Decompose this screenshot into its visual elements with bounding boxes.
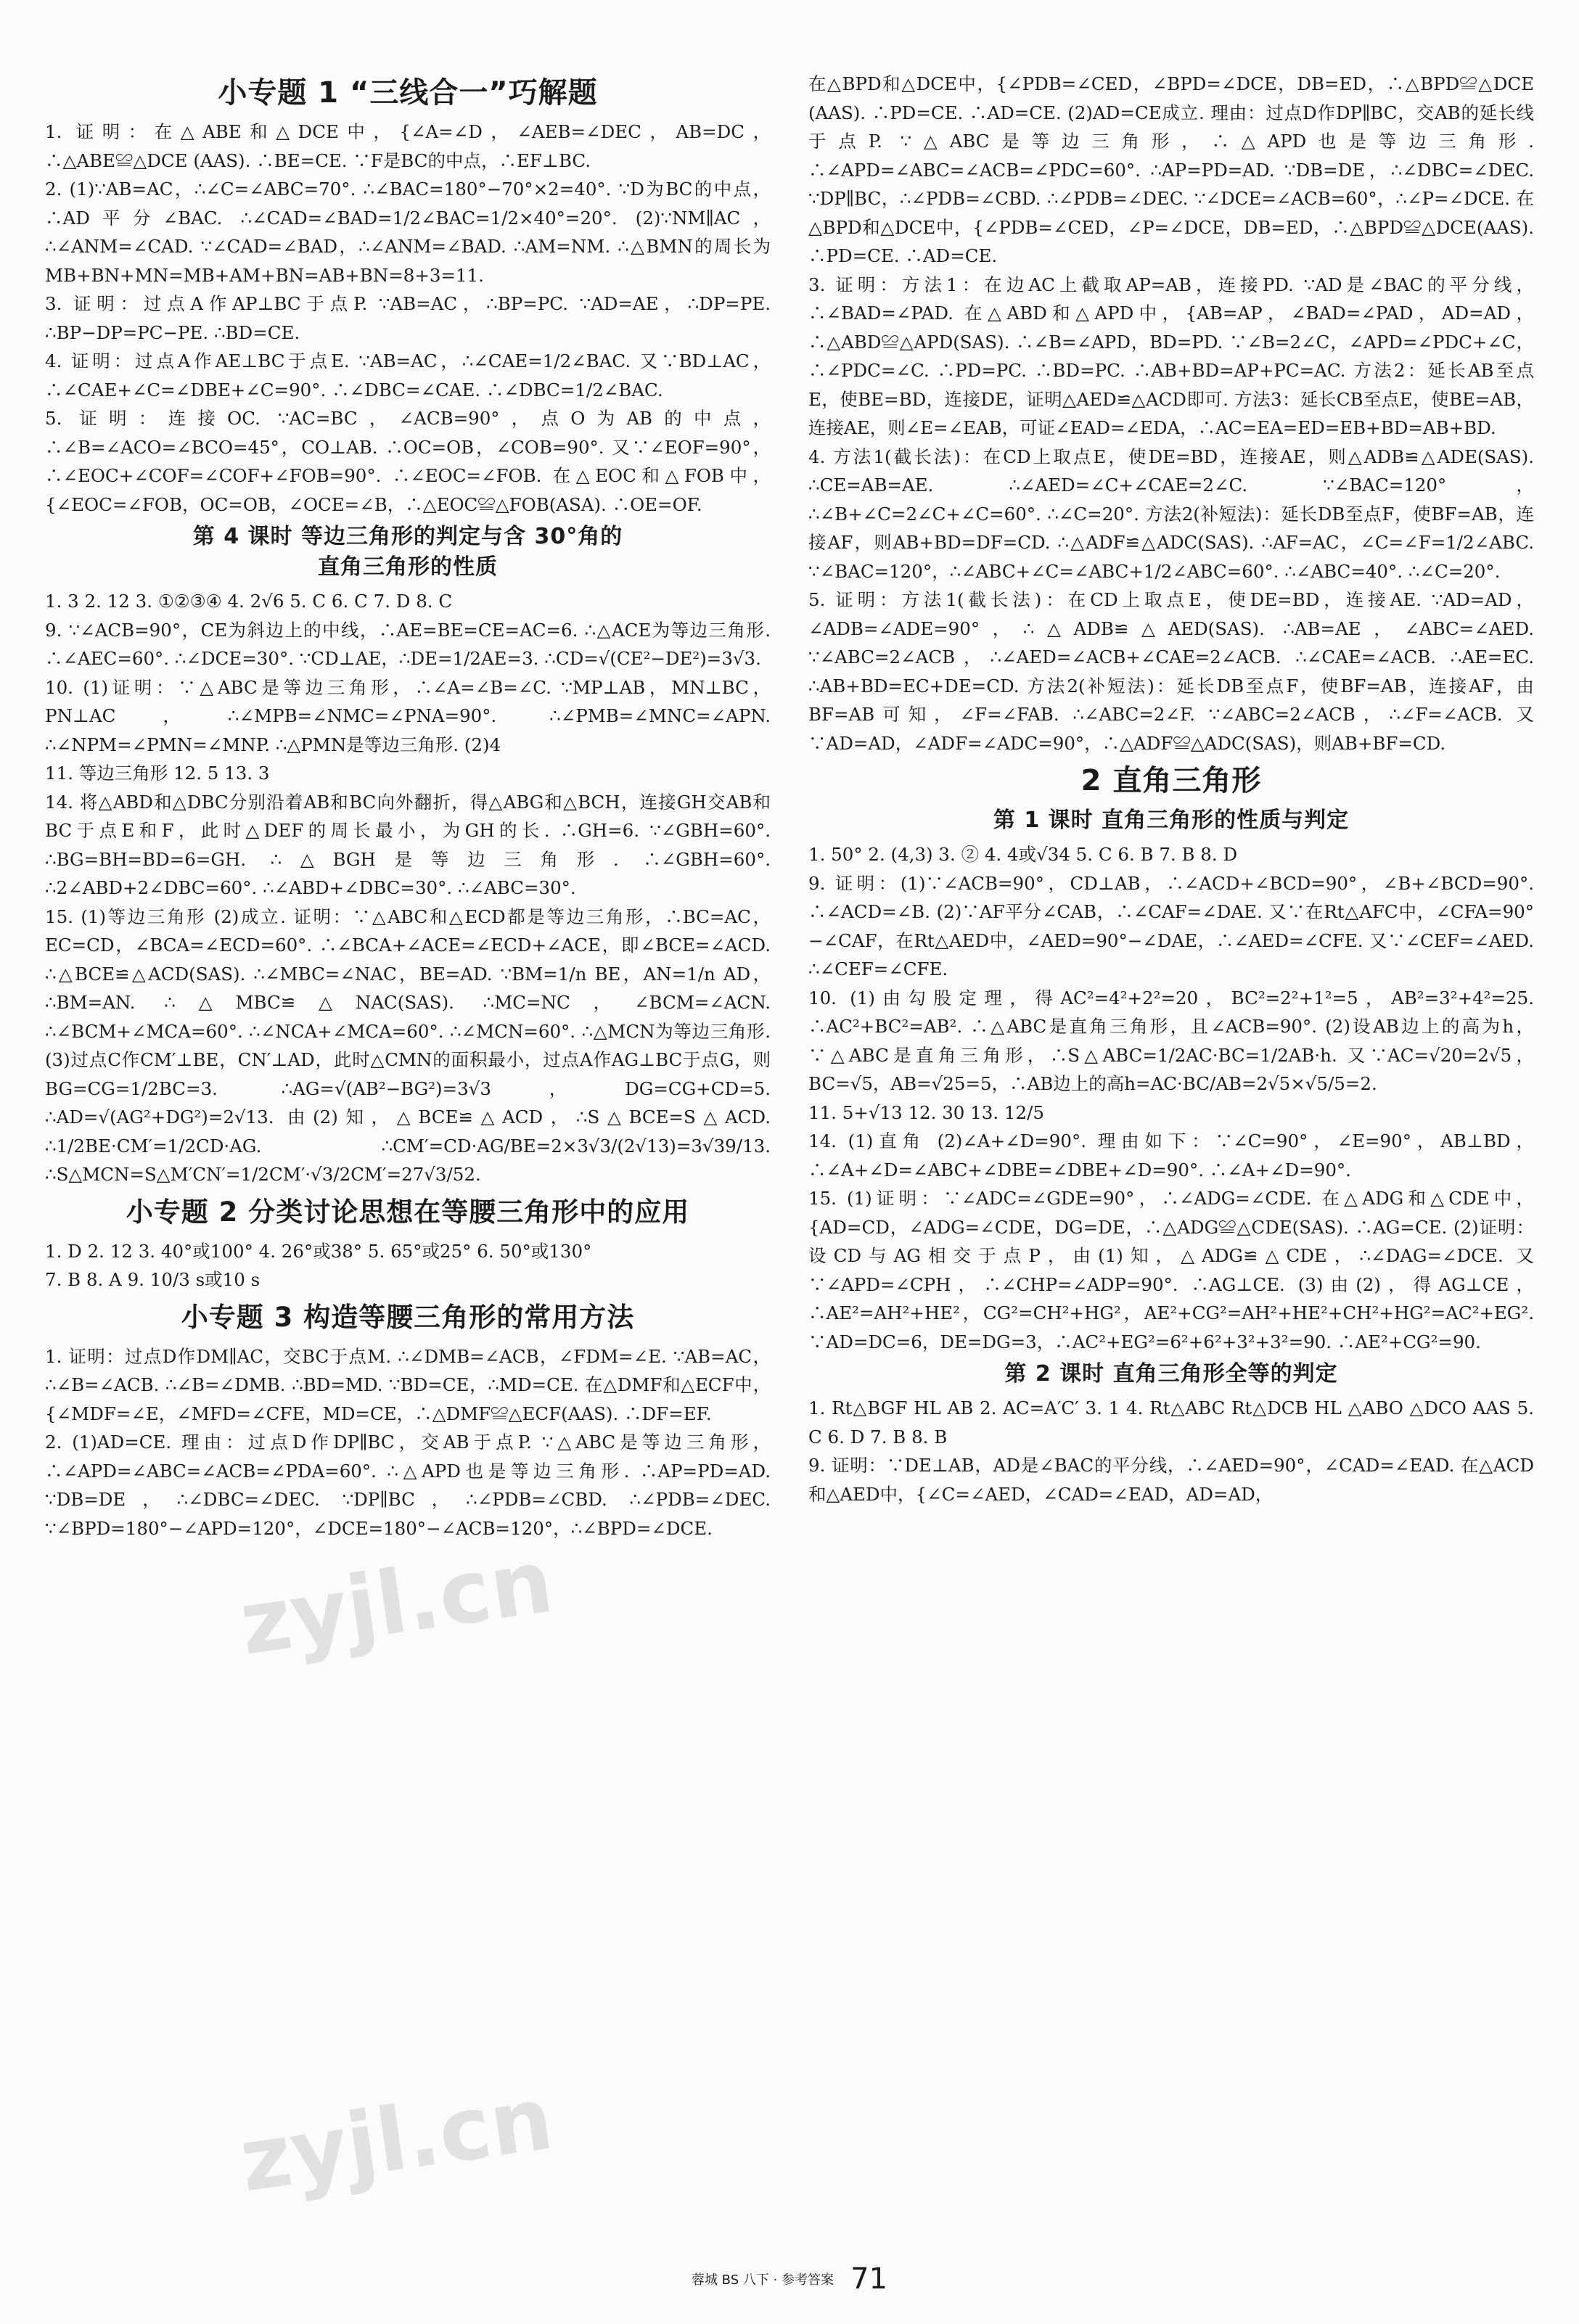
lesson-title-1: 第 1 课时 直角三角形的性质与判定	[993, 808, 1350, 833]
page-footer	[0, 2262, 1579, 2296]
answer-item: 14. (1)直角 (2)∠A+∠D=90°. 理由如下：∵∠C=90°，∠E=90°，AB⊥BD，∴∠A+∠D=∠ABC+∠DBE=∠DBE+∠D=90°. ∴∠A+∠D=90°.	[808, 1130, 1534, 1181]
answer-item: 14. 将△ABD和△DBC分别沿着AB和BC向外翻折，得△ABG和△BCH，连接GH交AB和BC于点E和F，此时△DEF的周长最小，为GH的长. ∴GH=6. ∵∠GBH=60°. ∴BG=BH=BD=6=GH. ∴△BGH是等边三角形. ∴∠GBH=60°. ∴2∠ABD+2∠DBC=60°. ∴∠ABD+∠DBC=30°. ∴∠ABC=30°.	[45, 791, 771, 898]
answer-item: 1. 50° 2. (4,3) 3. ② 4. 4或√34 5. C 6. B 7. B 8. D	[808, 844, 1238, 865]
watermark-logo: zyjl.cn	[234, 2068, 559, 2212]
answer-item: 9. 证明：∵DE⊥AB，AD是∠BAC的平分线，∴∠AED=90°，∠CAD=∠EAD. 在△ACD和△AED中，{∠C=∠AED，∠CAD=∠EAD，AD=AD，	[808, 1455, 1534, 1505]
answer-item: 15. (1)证明：∵∠ADC=∠GDE=90°，∴∠ADG=∠CDE. 在△ADG和△CDE中，{AD=CD，∠ADG=∠CDE，DG=DE，∴△ADG≌△CDE(SAS). ∴AG=CE. (2)证明：设CD与AG相交于点P，由(1)知，△ADG≌△CDE，∴∠DAG=∠DCE. 又∵∠APD=∠CPH，∴∠CHP=∠ADP=90°. ∴AG⊥CE. (3)由(2)，得AG⊥CE，∴AE²=AH²+HE²，CG²=CH²+HG²，AE²+CG²=AH²+HE²+CH²+HG²=AC²+EG². ∵AD=DC=6，DE=DG=3，∴AC²+EG²=6²+6²+3²+3²=90. ∴AE²+CG²=90.	[808, 1188, 1534, 1352]
lesson-title-2: 第 2 课时 直角三角形全等的判定	[1004, 1361, 1338, 1387]
answer-item: 10. (1)证明：∵△ABC是等边三角形，∴∠A=∠B=∠C. ∵MP⊥AB，MN⊥BC，PN⊥AC，∴∠MPB=∠NMC=∠PNA=90°. ∴∠PMB=∠MNC=∠APN. ∴∠NPM=∠PMN=∠MNP. ∴△PMN是等边三角形. (2)4	[45, 676, 771, 755]
answer-item: 11. 等边三角形 12. 5 13. 3	[45, 763, 270, 784]
answer-item: 5. 证明：方法1(截长法)：在CD上取点E，使DE=BD，连接AE. ∵AD=AD，∠ADB=∠ADE=90°，∴△ADB≌△AED(SAS). ∴AB=AE，∠ABC=∠AED. ∵∠ABC=2∠ACB，∴∠AED=∠ACB+∠CAE=2∠ACB. ∴∠CAE=∠ACB. ∴AE=EC. ∴AB+BD=EC+DE=CD. 方法2(补短法)：延长DB至点F，使BF=AB，连接AF，由BF=AB可知，∠F=∠FAB. ∴∠ABC=2∠F. ∵∠ABC=2∠ACB，∴∠F=∠ACB. 又∵AD=AD，∠ADF=∠ADC=90°，∴△ADF≌△ADC(SAS)，则AB+BF=CD.	[808, 589, 1534, 754]
answer-item: 2. (1)∵AB=AC，∴∠C=∠ABC=70°. ∴∠BAC=180°−70°×2=40°. ∵D为BC的中点，∴AD平分∠BAC. ∴∠CAD=∠BAD=1/2∠BAC=1/2×40°=20°. (2)∵NM∥AC，∴∠ANM=∠CAD. ∵∠CAD=∠BAD，∴∠ANM=∠BAD. ∴AM=NM. ∴△BMN的周长为MB+BN+MN=MB+AM+BN=AB+BN=8+3=11.	[45, 178, 771, 286]
answer-item: 3. 证明：过点A作AP⊥BC于点P. ∵AB=AC，∴BP=PC. ∵AD=AE，∴DP=PE. ∴BP−DP=PC−PE. ∴BD=CE.	[45, 293, 771, 343]
section-title-1: 小专题 1 “三线合一”巧解题	[218, 76, 598, 110]
answer-item: 11. 5+√13 12. 30 13. 12/5	[808, 1101, 1044, 1123]
page-number: 71	[850, 2262, 888, 2296]
answer-item: 1. 证明：在△ABE和△DCE中，{∠A=∠D，∠AEB=∠DEC，AB=DC，∴△ABE≌△DCE (AAS). ∴BE=CE. ∵F是BC的中点，∴EF⊥BC.	[45, 121, 771, 171]
answer-page	[45, 70, 1534, 2275]
section-title-3: 小专题 3 构造等腰三角形的常用方法	[181, 1301, 635, 1333]
answer-item: 3. 证明：方法1：在边AC上截取AP=AB，连接PD. ∵AD是∠BAC的平分线，∴∠BAD=∠PAD. 在△ABD和△APD中，{AB=AP，∠BAD=∠PAD，AD=AD，∴△ABD≌△APD(SAS). ∴∠B=∠APD，BD=PD. ∵∠B=2∠C，∠APD=∠PDC+∠C，∴∠PDC=∠C. ∴PD=PC. ∴BD=PC. ∴AB+BD=AP+PC=AC. 方法2：延长AB至点E，使BE=BD，连接DE，证明△AED≌△ACD即可. 方法3：延长CB至点E，使BE=AB，连接AE，则∠E=∠EAB，可证∠EAD=∠EDA，∴AC=EA=ED=EB+BD=AB+BD.	[808, 274, 1534, 438]
watermark-logo: zyjl.cn	[234, 1531, 559, 1675]
answer-item: 1. 证明：过点D作DM∥AC，交BC于点M. ∴∠DMB=∠ACB，∠FDM=∠E. ∵AB=AC，∴∠B=∠ACB. ∴∠B=∠DMB. ∴BD=MD. ∵BD=CE，∴MD=CE. 在△DMF和△ECF中，{∠MDF=∠E，∠MFD=∠CFE，MD=CE，∴△DMF≌△ECF(AAS). ∴DF=EF.	[45, 1345, 771, 1424]
section-title-right-triangle: 2 直角三角形	[1080, 764, 1262, 797]
answer-item: 7. B 8. A 9. 10/3 s或10 s	[45, 1269, 261, 1290]
footer-label: 蓉城 BS 八下 · 参考答案	[691, 2272, 834, 2288]
answer-item: 9. 证明：(1)∵∠ACB=90°，CD⊥AB，∴∠ACD+∠BCD=90°，∠B+∠BCD=90°. ∴∠ACD=∠B. (2)∵AF平分∠CAB，∴∠CAF=∠DAE. 又∵在Rt△AFC中，∠CFA=90°−∠CAF，在Rt△AED中，∠AED=90°−∠DAE，∴∠AED=∠CFE. 又∵∠CEF=∠AED. ∴∠CEF=∠CFE.	[808, 872, 1534, 980]
answer-item: 5. 证明：连接OC. ∵AC=BC，∠ACB=90°，点O为AB的中点，∴∠B=∠ACO=∠BCO=45°，CO⊥AB. ∴OC=OB，∠COB=90°. 又∵∠EOF=90°，∴∠EOC+∠COF=∠COF+∠FOB=90°. ∴∠EOC=∠FOB. 在△EOC和△FOB中，{∠EOC=∠FOB，OC=OB，∠OCE=∠B，∴△EOC≌△FOB(ASA). ∴OE=OF.	[45, 408, 771, 515]
answer-item: 1. Rt△BGF HL AB 2. AC=A′C′ 3. 1 4. Rt△ABC Rt△DCB HL △ABO △DCO AAS 5. C 6. D 7. B 8. B	[808, 1397, 1534, 1448]
answer-item: 1. D 2. 12 3. 40°或100° 4. 26°或38° 5. 65°或25° 6. 50°或130°	[45, 1240, 592, 1262]
right-column	[808, 70, 1534, 2275]
answer-item: 4. 证明：过点A作AE⊥BC于点E. ∵AB=AC，∴∠CAE=1/2∠BAC. 又∵BD⊥AC，∴∠CAE+∠C=∠DBE+∠C=90°. ∴∠DBC=∠CAE. ∴∠DBC=1/2∠BAC.	[45, 350, 771, 401]
lesson-title-4b: 直角三角形的性质	[318, 554, 498, 580]
answer-item: 4. 方法1(截长法)：在CD上取点E，使DE=BD，连接AE，则△ADB≌△ADE(SAS). ∴CE=AB=AE. ∴∠AED=∠C+∠CAE=2∠C. ∵∠BAC=120°，∴∠B+∠C=2∠C+∠C=60°. ∴∠C=20°. 方法2(补短法)：延长DB至点F，使BF=AB，连接AF，则AB+BD=DF=CD. ∴△ADF≌△ADC(SAS). ∴AF=AC，∠C=∠F=1/2∠ABC. ∵∠BAC=120°，∴∠ABC+∠C=∠ABC+1/2∠ABC=60°. ∴∠ABC=40°. ∴∠C=20°.	[808, 445, 1534, 582]
section-title-2: 小专题 2 分类讨论思想在等腰三角形中的应用	[126, 1196, 690, 1228]
answer-item: 9. ∵∠ACB=90°，CE为斜边上的中线，∴AE=BE=CE=AC=6. ∴△ACE为等边三角形. ∴∠AEC=60°. ∴∠DCE=30°. ∵CD⊥AE，∴DE=1/2AE=3. ∴CD=√(CE²−DE²)=3√3.	[45, 619, 771, 669]
answer-item: 15. (1)等边三角形 (2)成立. 证明：∵△ABC和△ECD都是等边三角形，∴BC=AC，EC=CD，∠BCA=∠ECD=60°. ∴∠BCA+∠ACE=∠ECD+∠ACE，即∠BCE=∠ACD. ∴△BCE≌△ACD(SAS). ∴∠MBC=∠NAC，BE=AD. ∵BM=1/n BE，AN=1/n AD，∴BM=AN. ∴△MBC≌△NAC(SAS). ∴MC=NC，∠BCM=∠ACN. ∴∠BCM+∠MCA=60°. ∴∠NCA+∠MCA=60°. ∴∠MCN=60°. ∴△MCN为等边三角形. (3)过点C作CM′⊥BE，CN′⊥AD，此时△CMN的面积最小，过点A作AG⊥BC于点G，则BG=CG=1/2BC=3. ∴AG=√(AB²−BG²)=3√3，DG=CG+CD=5. ∴AD=√(AG²+DG²)=2√13. 由(2)知，△BCE≌△ACD，∴S△BCE=S△ACD. ∴1/2BE·CM′=1/2CD·AG. ∴CM′=CD·AG/BE=2×3√3/(2√13)=3√39/13. ∴S△MCN=S△M′CN′=1/2CM′·√3/2CM′=27√3/52.	[45, 906, 771, 1185]
answer-item: 10. (1)由勾股定理，得AC²=4²+2²=20，BC²=2²+1²=5，AB²=3²+4²=25. ∴AC²+BC²=AB². ∴△ABC是直角三角形，且∠ACB=90°. (2)设AB边上的高为h，∵△ABC是直角三角形，∴S△ABC=1/2AC·BC=1/2AB·h. 又∵AC=√20=2√5，BC=√5，AB=√25=5，∴AB边上的高h=AC·BC/AB=2√5×√5/5=2.	[808, 987, 1534, 1094]
left-column	[45, 70, 771, 2275]
answer-item: 在△BPD和△DCE中，{∠PDB=∠CED，∠BPD=∠DCE，DB=ED，∴△BPD≌△DCE (AAS). ∴PD=CE. ∴AD=CE. (2)AD=CE成立. 理由：过点D作DP∥BC，交AB的延长线于点P. ∵△ABC是等边三角形，∴△APD也是等边三角形. ∴∠APD=∠ABC=∠ACB=∠PDC=60°. ∴AP=PD=AD. ∵DB=DE，∴∠DBC=∠DEC. ∵DP∥BC，∴∠PDB=∠CBD. ∴∠PDB=∠DEC. ∵∠DCE=∠ACB=60°，∴∠P=∠DCE. 在△BPD和△DCE中，{∠PDB=∠CED，∠P=∠DCE，DB=ED，∴△BPD≌△DCE(AAS). ∴PD=CE. ∴AD=CE.	[808, 73, 1534, 266]
answer-item: 1. 3 2. 12 3. ①②③④ 4. 2√6 5. C 6. C 7. D 8. C	[45, 591, 453, 612]
answer-item: 2. (1)AD=CE. 理由：过点D作DP∥BC，交AB于点P. ∵△ABC是等边三角形，∴∠APD=∠ABC=∠ACB=∠PDA=60°. ∴△APD也是等边三角形. ∴AP=PD=AD. ∵DB=DE，∴∠DBC=∠DEC. ∵DP∥BC，∴∠PDB=∠CBD. ∴∠PDB=∠DEC. ∵∠BPD=180°−∠APD=120°，∠DCE=180°−∠ACB=120°，∴∠BPD=∠DCE.	[45, 1432, 771, 1539]
lesson-title-4a: 第 4 课时 等边三角形的判定与含 30°角的	[192, 524, 623, 549]
